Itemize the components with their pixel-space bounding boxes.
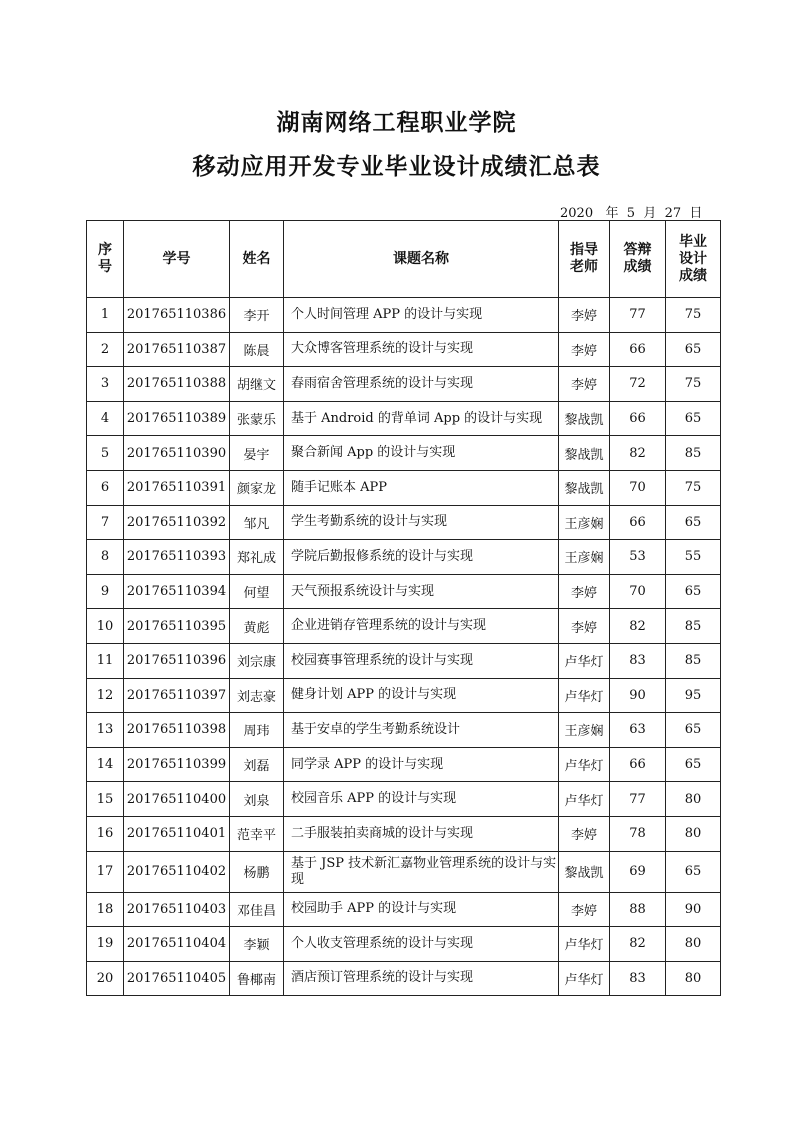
cell-id: 201765110392 — [124, 505, 230, 540]
grades-table — [86, 220, 721, 996]
cell-seq: 19 — [87, 927, 124, 962]
cell-id: 201765110398 — [124, 713, 230, 748]
cell-name: 鲁椰南 — [230, 961, 284, 996]
cell-defense: 90 — [610, 678, 666, 713]
date-day: 27 — [664, 206, 682, 221]
table-row — [87, 851, 721, 892]
cell-defense: 83 — [610, 643, 666, 678]
date-year-label: 年 — [605, 206, 619, 221]
cell-topic: 大众博客管理系统的设计与实现 — [284, 332, 559, 367]
cell-final: 80 — [666, 961, 721, 996]
cell-topic: 个人时间管理 APP 的设计与实现 — [284, 298, 559, 333]
cell-final: 80 — [666, 927, 721, 962]
cell-topic: 天气预报系统设计与实现 — [284, 574, 559, 609]
cell-advisor: 卢华灯 — [559, 747, 610, 782]
cell-id: 201765110396 — [124, 643, 230, 678]
document-date — [560, 202, 702, 221]
col-header-seq — [87, 221, 124, 298]
cell-advisor: 李婷 — [559, 332, 610, 367]
cell-seq: 20 — [87, 961, 124, 996]
cell-seq: 17 — [87, 851, 124, 892]
cell-id: 201765110402 — [124, 851, 230, 892]
cell-final: 75 — [666, 367, 721, 402]
cell-name: 刘志豪 — [230, 678, 284, 713]
cell-final: 65 — [666, 747, 721, 782]
cell-name: 晏宇 — [230, 436, 284, 471]
cell-final: 95 — [666, 678, 721, 713]
cell-name: 刘宗康 — [230, 643, 284, 678]
cell-advisor: 黎战凯 — [559, 436, 610, 471]
cell-final: 75 — [666, 298, 721, 333]
cell-name: 杨鹏 — [230, 851, 284, 892]
cell-topic: 健身计划 APP 的设计与实现 — [284, 678, 559, 713]
table-row — [87, 678, 721, 713]
cell-seq: 10 — [87, 609, 124, 644]
cell-topic: 随手记账本 APP — [284, 470, 559, 505]
cell-seq: 6 — [87, 470, 124, 505]
cell-advisor: 王彦娴 — [559, 505, 610, 540]
date-day-label: 日 — [689, 206, 703, 221]
cell-advisor: 李婷 — [559, 892, 610, 927]
cell-name: 范幸平 — [230, 816, 284, 851]
table-row — [87, 436, 721, 471]
cell-advisor: 卢华灯 — [559, 961, 610, 996]
cell-name: 张蒙乐 — [230, 401, 284, 436]
cell-topic: 校园助手 APP 的设计与实现 — [284, 892, 559, 927]
col-header-advisor — [559, 221, 610, 298]
col-header-defense — [610, 221, 666, 298]
cell-topic: 基于 Android 的背单词 App 的设计与实现 — [284, 401, 559, 436]
cell-name: 李颖 — [230, 927, 284, 962]
table-header-row — [87, 221, 721, 298]
cell-name: 邓佳昌 — [230, 892, 284, 927]
cell-name: 颜家龙 — [230, 470, 284, 505]
table-row — [87, 816, 721, 851]
cell-final: 80 — [666, 782, 721, 817]
cell-final: 75 — [666, 470, 721, 505]
cell-id: 201765110403 — [124, 892, 230, 927]
date-month: 5 — [626, 206, 636, 221]
cell-name: 李开 — [230, 298, 284, 333]
cell-advisor: 卢华灯 — [559, 643, 610, 678]
cell-id: 201765110387 — [124, 332, 230, 367]
cell-topic: 企业进销存管理系统的设计与实现 — [284, 609, 559, 644]
cell-advisor: 卢华灯 — [559, 782, 610, 817]
cell-id: 201765110395 — [124, 609, 230, 644]
cell-advisor: 黎战凯 — [559, 401, 610, 436]
cell-final: 80 — [666, 816, 721, 851]
cell-final: 65 — [666, 851, 721, 892]
cell-defense: 69 — [610, 851, 666, 892]
cell-final: 65 — [666, 505, 721, 540]
cell-defense: 77 — [610, 782, 666, 817]
cell-seq: 12 — [87, 678, 124, 713]
table-row — [87, 574, 721, 609]
cell-seq: 9 — [87, 574, 124, 609]
cell-id: 201765110405 — [124, 961, 230, 996]
cell-name: 胡继文 — [230, 367, 284, 402]
cell-defense: 63 — [610, 713, 666, 748]
institution-title: 湖南网络工程职业学院 — [276, 110, 517, 136]
cell-advisor: 李婷 — [559, 574, 610, 609]
cell-seq: 2 — [87, 332, 124, 367]
cell-topic: 校园音乐 APP 的设计与实现 — [284, 782, 559, 817]
col-header-topic: 课题名称 — [284, 221, 559, 298]
table-row — [87, 747, 721, 782]
cell-id: 201765110390 — [124, 436, 230, 471]
cell-id: 201765110399 — [124, 747, 230, 782]
date-year: 2020 — [560, 206, 594, 221]
table-row — [87, 298, 721, 333]
cell-seq: 3 — [87, 367, 124, 402]
cell-seq: 13 — [87, 713, 124, 748]
cell-defense: 70 — [610, 574, 666, 609]
cell-advisor: 黎战凯 — [559, 851, 610, 892]
cell-topic: 春雨宿舍管理系统的设计与实现 — [284, 367, 559, 402]
cell-defense: 88 — [610, 892, 666, 927]
cell-seq: 18 — [87, 892, 124, 927]
cell-seq: 5 — [87, 436, 124, 471]
col-header-final-text: 毕业设计成绩 — [678, 233, 707, 284]
cell-topic: 学生考勤系统的设计与实现 — [284, 505, 559, 540]
cell-seq: 16 — [87, 816, 124, 851]
cell-final: 55 — [666, 540, 721, 575]
table-row — [87, 332, 721, 367]
cell-advisor: 卢华灯 — [559, 678, 610, 713]
cell-topic: 校园赛事管理系统的设计与实现 — [284, 643, 559, 678]
cell-final: 65 — [666, 401, 721, 436]
cell-defense: 77 — [610, 298, 666, 333]
cell-id: 201765110397 — [124, 678, 230, 713]
cell-name: 周玮 — [230, 713, 284, 748]
cell-seq: 14 — [87, 747, 124, 782]
cell-id: 201765110393 — [124, 540, 230, 575]
cell-defense: 78 — [610, 816, 666, 851]
cell-advisor: 李婷 — [559, 816, 610, 851]
col-header-advisor-text: 指导老师 — [569, 242, 598, 275]
cell-id: 201765110404 — [124, 927, 230, 962]
cell-id: 201765110391 — [124, 470, 230, 505]
col-header-defense-text: 答辩成绩 — [623, 242, 652, 275]
cell-topic: 二手服装拍卖商城的设计与实现 — [284, 816, 559, 851]
cell-seq: 11 — [87, 643, 124, 678]
cell-topic: 个人收支管理系统的设计与实现 — [284, 927, 559, 962]
cell-final: 65 — [666, 713, 721, 748]
cell-advisor: 黎战凯 — [559, 470, 610, 505]
table-row — [87, 609, 721, 644]
cell-advisor: 王彦娴 — [559, 713, 610, 748]
cell-id: 201765110388 — [124, 367, 230, 402]
cell-topic: 同学录 APP 的设计与实现 — [284, 747, 559, 782]
col-header-final — [666, 221, 721, 298]
cell-advisor: 李婷 — [559, 609, 610, 644]
cell-defense: 82 — [610, 609, 666, 644]
table-row — [87, 961, 721, 996]
cell-advisor: 李婷 — [559, 298, 610, 333]
cell-advisor: 李婷 — [559, 367, 610, 402]
cell-final: 85 — [666, 609, 721, 644]
cell-name: 刘磊 — [230, 747, 284, 782]
col-header-name: 姓名 — [230, 221, 284, 298]
cell-name: 邹凡 — [230, 505, 284, 540]
table-row — [87, 367, 721, 402]
cell-id: 201765110386 — [124, 298, 230, 333]
cell-id: 201765110400 — [124, 782, 230, 817]
cell-seq: 4 — [87, 401, 124, 436]
table-row — [87, 892, 721, 927]
cell-defense: 83 — [610, 961, 666, 996]
table-row — [87, 782, 721, 817]
cell-final: 85 — [666, 643, 721, 678]
document-title: 移动应用开发专业毕业设计成绩汇总表 — [192, 154, 601, 180]
cell-defense: 66 — [610, 401, 666, 436]
table-row — [87, 643, 721, 678]
cell-topic: 基于安卓的学生考勤系统设计 — [284, 713, 559, 748]
cell-defense: 66 — [610, 747, 666, 782]
cell-seq: 7 — [87, 505, 124, 540]
cell-seq: 15 — [87, 782, 124, 817]
cell-defense: 70 — [610, 470, 666, 505]
table-row — [87, 401, 721, 436]
cell-seq: 1 — [87, 298, 124, 333]
cell-defense: 82 — [610, 927, 666, 962]
table-row — [87, 470, 721, 505]
cell-topic: 酒店预订管理系统的设计与实现 — [284, 961, 559, 996]
table-row — [87, 713, 721, 748]
cell-seq: 8 — [87, 540, 124, 575]
cell-advisor: 卢华灯 — [559, 927, 610, 962]
cell-defense: 72 — [610, 367, 666, 402]
table-row — [87, 927, 721, 962]
cell-id: 201765110401 — [124, 816, 230, 851]
col-header-seq-text: 序号 — [98, 242, 112, 275]
cell-topic: 基于 JSP 技术新汇嘉物业管理系统的设计与实现 — [284, 851, 559, 892]
cell-defense: 53 — [610, 540, 666, 575]
cell-final: 65 — [666, 574, 721, 609]
cell-final: 90 — [666, 892, 721, 927]
cell-defense: 82 — [610, 436, 666, 471]
table-row — [87, 505, 721, 540]
date-month-label: 月 — [643, 206, 657, 221]
cell-defense: 66 — [610, 505, 666, 540]
cell-id: 201765110389 — [124, 401, 230, 436]
cell-advisor: 王彦娴 — [559, 540, 610, 575]
table-row — [87, 540, 721, 575]
cell-name: 郑礼成 — [230, 540, 284, 575]
cell-final: 65 — [666, 332, 721, 367]
cell-name: 黄彪 — [230, 609, 284, 644]
cell-topic: 学院后勤报修系统的设计与实现 — [284, 540, 559, 575]
cell-topic: 聚合新闻 App 的设计与实现 — [284, 436, 559, 471]
cell-id: 201765110394 — [124, 574, 230, 609]
cell-name: 陈晨 — [230, 332, 284, 367]
cell-name: 何望 — [230, 574, 284, 609]
cell-name: 刘泉 — [230, 782, 284, 817]
col-header-id: 学号 — [124, 221, 230, 298]
cell-defense: 66 — [610, 332, 666, 367]
cell-final: 85 — [666, 436, 721, 471]
